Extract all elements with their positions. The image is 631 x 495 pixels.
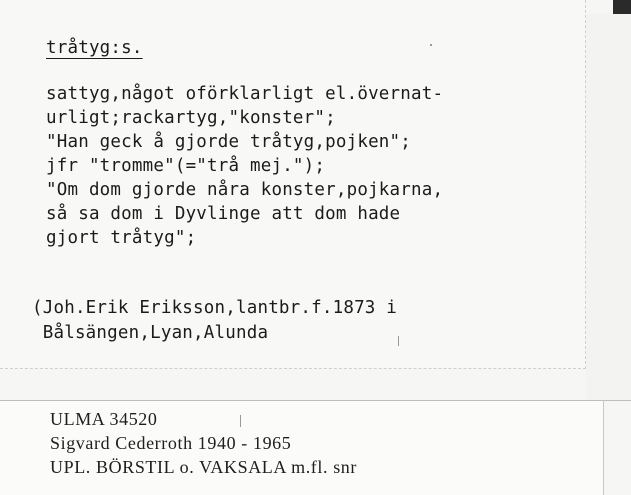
definition-line: jfr "tromme"(="trå mej."); bbox=[46, 156, 326, 176]
card-edge-strip bbox=[586, 14, 631, 400]
archive-footer bbox=[0, 401, 603, 495]
definition-line: sattyg,något oförklarligt el.övernat- bbox=[46, 84, 444, 104]
ink-speck bbox=[240, 415, 241, 427]
definition-line: "Han geck å gjorde tråtyg,pojken"; bbox=[46, 132, 412, 152]
source-line: Bålsängen,Lyan,Alunda bbox=[32, 323, 269, 343]
card-corner-mark bbox=[613, 0, 631, 14]
definition-line: "Om dom gjorde nåra konster,pojkarna, bbox=[46, 180, 444, 200]
definition-line: så sa dom i Dyvlinge att dom hade bbox=[46, 204, 401, 224]
definition-line: gjort tråtyg"; bbox=[46, 228, 197, 248]
definition-line: urligt;rackartyg,"konster"; bbox=[46, 108, 336, 128]
ink-speck bbox=[398, 336, 399, 346]
archive-id: ULMA 34520 bbox=[50, 409, 158, 429]
source-line: (Joh.Erik Eriksson,lantbr.f.1873 i bbox=[32, 298, 398, 318]
headword: tråtyg:s. bbox=[46, 38, 143, 58]
footer-edge-line bbox=[603, 400, 604, 495]
location-line: UPL. BÖRSTIL o. VAKSALA m.fl. snr bbox=[50, 457, 357, 477]
ink-speck bbox=[430, 44, 432, 46]
collector-line: Sigvard Cederroth 1940 - 1965 bbox=[50, 433, 292, 453]
